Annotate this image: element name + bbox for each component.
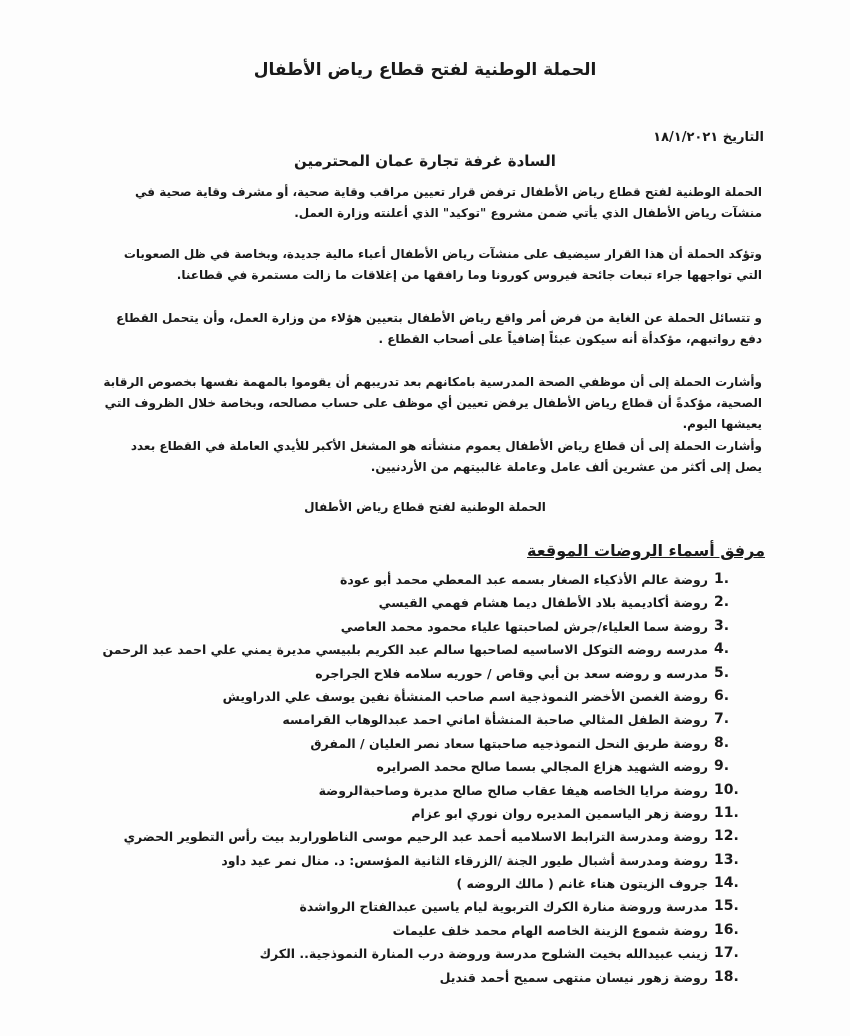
list-item xyxy=(100,942,740,965)
list-item xyxy=(100,591,740,614)
list-item xyxy=(100,638,740,661)
list-item-name: روضه الشهيد هزاع المجالي بسما صالح محمد الصرايره xyxy=(376,759,708,775)
list-item xyxy=(100,895,740,918)
list-item-name: زينب عبيدالله بخيت الشلوح مدرسة وروضة درب المنارة النموذجية.. الكرك xyxy=(259,946,708,962)
list-item-name: روضة ومدرسة أشبال طيور الجنة /الزرقاء الثانية المؤسس: د. منال نمر عيد داود xyxy=(221,852,708,868)
attachment-heading: مرفق أسماء الروضات الموقعة xyxy=(527,541,765,560)
list-item-number: 3. xyxy=(714,617,730,634)
list-item-number: 1. xyxy=(714,571,730,587)
list-item-name: روضة شموع الزينة الخاصه الهام محمد خلف عليمات xyxy=(392,922,708,938)
list-item-name: روضة الطفل المثالي صاحبة المنشأة اماني احمد عبدالوهاب القرامسه xyxy=(282,712,708,728)
list-item-number: 18. xyxy=(714,968,739,985)
list-item-name: روضة أكاديمية بلاد الأطفال ديما هشام فهمي القيسي xyxy=(378,595,708,611)
list-item-name: روضة سما العلياء/جرش لصاحبتها علياء محمود محمد العاصي xyxy=(340,618,708,634)
paragraph-3: و تتسائل الحملة عن الغاية من فرض أمر واقع رياض الأطفال بتعيين هؤلاء من وزارة العمل، وأن يتحمل القطاع دفع رواتبهم، مؤكدأة أنه سيكون عبئاً إضافياً على أصحاب القطاع . xyxy=(116,311,762,346)
list-item-name: روضة الغصن الأخضر النموذجية اسم صاحب المنشأة نفين يوسف علي الدراويش xyxy=(222,688,708,704)
list-item xyxy=(100,755,740,778)
list-item-number: 9. xyxy=(714,758,730,775)
list-item-name: روضة زهر الياسمين المديره روان نوري ابو عزام xyxy=(411,805,708,821)
list-item-number: 17. xyxy=(714,945,739,962)
list-item-name: مدرسه و روضه سعد بن أبي وقاص / حوريه سلامه فلاح الجراجره xyxy=(315,665,708,681)
list-item-number: 11. xyxy=(714,804,739,821)
list-item-name: جروف الزيتون هناء غانم ( مالك الروضه ) xyxy=(456,876,708,892)
list-item xyxy=(100,825,740,848)
list-item-number: 4. xyxy=(714,641,730,658)
list-item xyxy=(100,732,740,755)
document-title: الحملة الوطنية لفتح قطاع رياض الأطفال xyxy=(253,60,597,80)
list-item-number: 6. xyxy=(714,687,730,704)
list-item xyxy=(100,685,740,708)
paragraph-2: وتؤكد الحملة أن هذا القرار سيضيف على منشآت رياض الأطفال أعباء مالية جديدة، وبخاصة في ظل الصعوبات التي تواجهها جراء تبعات جائحة فيروس كورونا وما رافقها من إغلاقات ما زالت مستمرة في قطاعنا. xyxy=(123,247,762,282)
list-item-number: 7. xyxy=(714,711,730,728)
list-item xyxy=(100,872,740,895)
list-item-name: روضة زهور نيسان منتهى سميح أحمد قنديل xyxy=(439,969,708,985)
list-item-name: روضة ومدرسة الترابط الاسلاميه أحمد عبد الرحيم موسى الناطوراربد بيت رأس التطوير الحضري xyxy=(123,829,708,845)
list-item-name: روضة عالم الأذكياء الصغار بسمه عبد المعطي محمد أبو عودة xyxy=(339,572,708,587)
list-item xyxy=(100,568,740,591)
list-item-number: 8. xyxy=(714,734,730,751)
list-item xyxy=(100,708,740,731)
list-item-name: روضة مرايا الخاصه هيفا عقاب صالح صالح مديرة وصاحبةالروضة xyxy=(318,782,708,798)
kindergarten-list xyxy=(100,568,740,989)
paragraph-1: الحملة الوطنية لفتح قطاع رياض الأطفال ترفض قرار تعيين مراقب وقاية صحية، أو مشرف وقاية صحية في منشآت رياض الأطفال الذي يأتي ضمن مشروع "توكيد" الذي أعلنته وزارة العمل. xyxy=(135,185,762,220)
list-item xyxy=(100,615,740,638)
list-item-name: مدرسه روضه التوكل الاساسيه لصاحبها سالم عبد الكريم بلبيسي مديرة يمني علي احمد عبد الرحمن xyxy=(102,642,708,658)
list-item-name: روضة طريق النحل النموذجيه صاحبتها سعاد نصر العليان / المفرق xyxy=(310,735,708,751)
list-item-number: 13. xyxy=(714,851,739,868)
list-item-number: 12. xyxy=(714,828,739,845)
paragraph-4: وأشارت الحملة إلى أن موظفي الصحة المدرسية بامكانهم بعد تدريبهم أن يقوموا بالمهمة نفسها بخصوص الرقابة الصحية، مؤكدةً أن قطاع رياض الأطفال يرفض تعيين أي موظف على حساب مصالحه، وبخاصة خلال الظروف التي يعيشها اليوم. xyxy=(103,375,762,431)
paragraph-5: وأشارت الحملة إلى أن قطاع رياض الأطفال يعموم منشأته هو المشغل الأكبر للأيدي العاملة في القطاع بعدد يصل إلى أكثر من عشرين ألف عامل وعاملة غالبيتهم من الأردنيين. xyxy=(130,439,762,474)
list-item xyxy=(100,779,740,802)
list-item xyxy=(100,849,740,872)
list-item-number: 15. xyxy=(714,898,739,915)
list-item-number: 16. xyxy=(714,921,739,938)
list-item-number: 10. xyxy=(714,781,739,798)
list-item-number: 14. xyxy=(714,875,739,892)
list-item xyxy=(100,966,740,989)
list-item xyxy=(100,802,740,825)
document-date: التاريخ ١٨/١/٢٠٢١ xyxy=(653,130,764,145)
signature: الحملة الوطنية لفتح قطاع رياض الأطفال xyxy=(304,500,546,514)
list-item-number: 2. xyxy=(714,594,730,611)
list-item xyxy=(100,919,740,942)
recipient-salutation: السادة غرفة تجارة عمان المحترمين xyxy=(294,152,556,170)
list-item-name: مدرسة وروضة منارة الكرك التربوية ليام ياسين عبدالفتاح الرواشدة xyxy=(299,899,708,915)
list-item xyxy=(100,662,740,685)
list-item-number: 5. xyxy=(714,664,730,681)
